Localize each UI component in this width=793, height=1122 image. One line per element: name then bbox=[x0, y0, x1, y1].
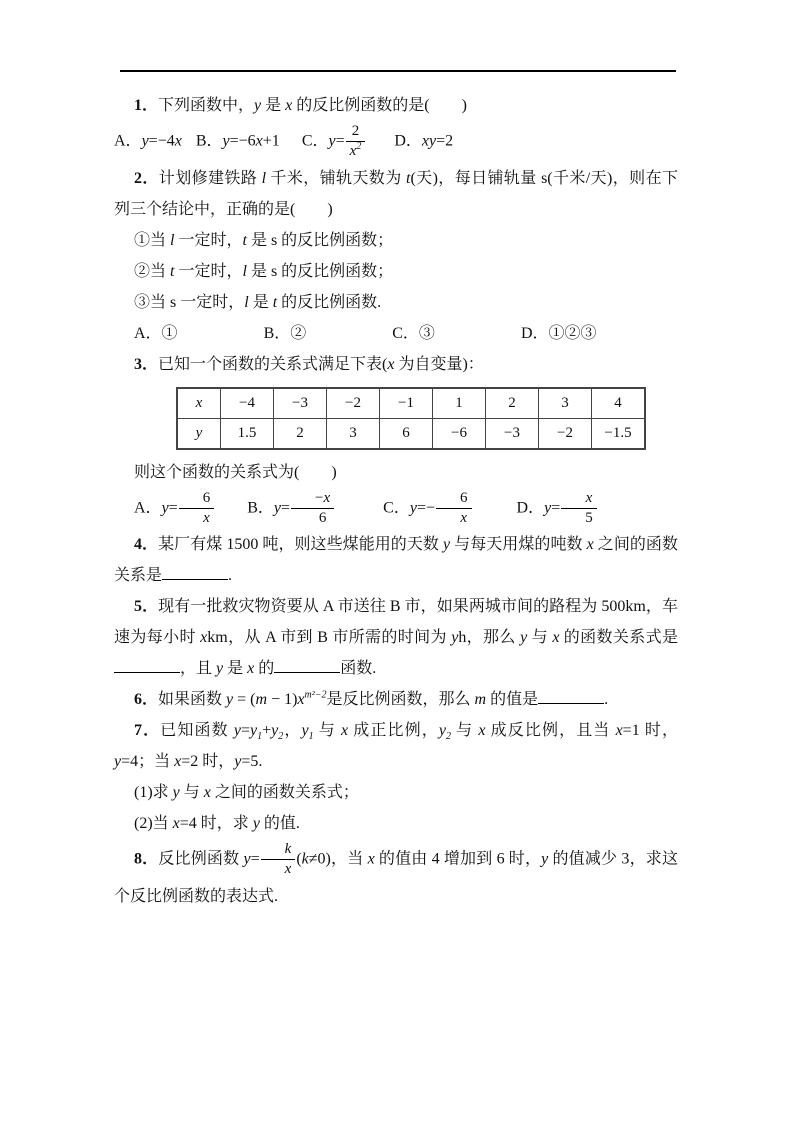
math-variable: x bbox=[247, 660, 255, 677]
math-variable: l bbox=[242, 262, 247, 280]
text-run: km，从 A 市到 B 市所需的时间为 bbox=[207, 629, 452, 646]
answer-blank bbox=[538, 689, 604, 704]
math-variable: y bbox=[226, 691, 234, 708]
text-run: 的反比例函数的是( ) bbox=[292, 97, 467, 114]
table-cell: 6 bbox=[380, 418, 433, 449]
text-run: 的值减少 3，求这个反比例函数的表达式. bbox=[114, 850, 678, 905]
text-run: 与 bbox=[313, 722, 341, 739]
math-variable: x bbox=[552, 629, 560, 646]
text-run: 是反比例函数，那么 bbox=[326, 691, 475, 708]
text-run: = bbox=[168, 498, 178, 516]
math-variable: $y_2$ bbox=[271, 722, 284, 743]
text-run: = bbox=[281, 498, 291, 516]
subscript: 2 bbox=[445, 731, 451, 743]
text-run: 的反比例函数. bbox=[277, 293, 382, 311]
text-run: 6 bbox=[202, 489, 211, 506]
math-variable: y bbox=[254, 97, 262, 114]
text-run: +1 bbox=[262, 132, 280, 150]
math-variable: y bbox=[141, 132, 149, 150]
text-run: 计划修建铁路 bbox=[158, 169, 262, 187]
text-run: 如果函数 bbox=[158, 691, 227, 708]
math-variable: k bbox=[301, 850, 309, 868]
table-header-cell: x bbox=[177, 388, 221, 419]
text-run: 的值是 bbox=[486, 691, 539, 708]
question-number: 4． bbox=[134, 536, 159, 553]
math-variable: x bbox=[203, 509, 210, 526]
math-variable: y bbox=[114, 753, 122, 770]
q1-options bbox=[114, 121, 678, 163]
text-run: D．①②③ bbox=[520, 324, 597, 342]
q2-item-2 bbox=[114, 256, 678, 287]
table-cell: 3 bbox=[539, 388, 592, 419]
math-variable: t bbox=[170, 262, 175, 280]
text-run: =4；当 bbox=[121, 753, 175, 770]
text-run: =5. bbox=[241, 753, 263, 770]
text-run: 一定时， bbox=[174, 231, 243, 249]
math-variable: t bbox=[406, 169, 411, 187]
math-variable: x bbox=[203, 784, 211, 801]
text-run: ( bbox=[296, 850, 302, 868]
text-run: = bbox=[240, 722, 251, 739]
fraction-denominator bbox=[436, 509, 472, 527]
math-variable: t bbox=[272, 293, 278, 311]
text-run: + bbox=[262, 722, 272, 739]
text-run: (1)求 bbox=[134, 784, 173, 801]
math-variable: y bbox=[451, 629, 459, 646]
math-variable: l bbox=[170, 231, 175, 249]
spacer bbox=[335, 511, 383, 512]
math-variable: l bbox=[261, 169, 267, 187]
math-variable: $y_1$ bbox=[301, 722, 314, 743]
math-variable: x bbox=[323, 489, 331, 506]
spacer bbox=[215, 511, 247, 512]
text-run: A． bbox=[114, 132, 142, 150]
text-run: 是 s 的反比例函数； bbox=[246, 231, 394, 249]
text-run: C．③ bbox=[392, 324, 435, 342]
text-run: 与每天用煤的吨数 bbox=[450, 536, 587, 553]
fraction-numerator bbox=[291, 490, 334, 509]
q6-stem bbox=[114, 684, 678, 715]
math-variable: x bbox=[367, 850, 375, 868]
math-variable: x bbox=[255, 132, 263, 150]
text-run: = bbox=[551, 498, 561, 516]
math-variable: x bbox=[460, 509, 468, 526]
text-run: 的值由 4 增加到 6 时， bbox=[374, 850, 542, 868]
spacer bbox=[178, 337, 264, 338]
math-variable: y bbox=[252, 815, 260, 832]
math-variable: y bbox=[273, 498, 281, 516]
fraction-denominator bbox=[261, 860, 296, 878]
text-run: =2 时， bbox=[181, 753, 235, 770]
text-run: A． bbox=[134, 498, 162, 516]
math-variable: y bbox=[234, 753, 242, 770]
math-variable: x bbox=[200, 629, 208, 646]
table-cell: 3 bbox=[327, 418, 380, 449]
text-run: =− bbox=[416, 498, 436, 516]
fraction-denominator bbox=[179, 509, 215, 527]
q3-options bbox=[114, 488, 678, 530]
math-variable: x bbox=[341, 722, 349, 739]
answer-blank bbox=[162, 565, 228, 580]
text-run: 5 bbox=[585, 509, 593, 526]
text-run: 现有一批救灾物资要从 A 市送往 B 市，如果两城市间的路程为 500km，车速为每小时 bbox=[114, 598, 678, 646]
q3-prompt bbox=[114, 457, 678, 488]
subscript: 2 bbox=[278, 731, 284, 743]
text-run: 为自变量)： bbox=[394, 355, 484, 373]
text-run: 成正比例， bbox=[348, 722, 439, 739]
fraction bbox=[561, 490, 597, 528]
table-header-cell: y bbox=[177, 418, 221, 449]
math-variable: y bbox=[233, 722, 241, 739]
fraction-numerator bbox=[261, 841, 296, 860]
text-run: =−4 bbox=[148, 132, 175, 150]
text-run: B． bbox=[195, 132, 223, 150]
text-run: 一定时， bbox=[174, 262, 243, 280]
text-run: 的函数关系式是 bbox=[559, 629, 678, 646]
text-run: 与 bbox=[527, 629, 553, 646]
math-variable: x bbox=[615, 722, 623, 739]
table-cell: −3 bbox=[486, 418, 539, 449]
q3-stem bbox=[114, 349, 678, 380]
math-variable: y bbox=[243, 850, 251, 868]
text-run: ，且 bbox=[180, 660, 217, 677]
answer-blank bbox=[274, 658, 340, 673]
math-variable: y bbox=[541, 850, 549, 868]
text-run: 6 bbox=[460, 489, 468, 506]
text-run: D． bbox=[394, 132, 422, 150]
text-run: 与 bbox=[450, 722, 479, 739]
q2-options bbox=[114, 318, 678, 349]
text-run: = bbox=[335, 132, 345, 150]
table-cell: −3 bbox=[274, 388, 327, 419]
fraction bbox=[436, 490, 472, 528]
math-variable: x bbox=[478, 722, 486, 739]
math-variable: x bbox=[172, 815, 180, 832]
math-variable: x bbox=[421, 132, 429, 150]
spacer bbox=[435, 337, 521, 338]
spacer bbox=[182, 144, 196, 145]
text-run: ②当 bbox=[134, 262, 171, 280]
fraction-numerator bbox=[436, 490, 472, 509]
fraction-numerator bbox=[346, 123, 366, 142]
question-number: 3． bbox=[134, 355, 159, 373]
fraction bbox=[346, 123, 366, 161]
subscript: 1 bbox=[308, 731, 314, 743]
q7-stem bbox=[114, 715, 678, 777]
q2-item-1 bbox=[114, 225, 678, 256]
spacer bbox=[366, 144, 394, 145]
math-variable: y bbox=[161, 498, 169, 516]
text-run: . bbox=[228, 567, 233, 584]
table-cell: 1 bbox=[433, 388, 486, 419]
top-rule-divider bbox=[120, 70, 676, 72]
text-run: − bbox=[315, 489, 324, 506]
text-run: = bbox=[250, 850, 260, 868]
text-run: =4 时，求 bbox=[179, 815, 253, 832]
table-cell: −1.5 bbox=[592, 418, 646, 449]
math-variable: m bbox=[255, 691, 268, 708]
text-run: 的 bbox=[254, 660, 275, 677]
text-run: 的值. bbox=[259, 815, 300, 832]
text-run: 已知一个函数的关系式满足下表( bbox=[158, 355, 388, 373]
text-run: 反比例函数 bbox=[158, 850, 244, 868]
math-variable: x bbox=[284, 861, 292, 878]
q7-part-1 bbox=[114, 777, 678, 808]
fraction bbox=[291, 490, 334, 528]
text-run: 是 s 的反比例函数； bbox=[246, 262, 394, 280]
text-run: 是 bbox=[248, 293, 273, 311]
math-variable: x bbox=[585, 489, 593, 506]
math-variable: y bbox=[520, 629, 528, 646]
text-run: 某厂有煤 1500 吨，则这些煤能用的天数 bbox=[158, 536, 443, 553]
math-variable: $x^{m^2-2}$ bbox=[297, 689, 327, 708]
fraction bbox=[261, 841, 296, 879]
spacer bbox=[280, 144, 302, 145]
text-run: 已知函数 bbox=[160, 722, 234, 739]
text-run: 函数. bbox=[340, 660, 377, 677]
math-variable: y bbox=[443, 536, 451, 553]
math-variable: x bbox=[586, 536, 594, 553]
q7-part-2 bbox=[114, 808, 678, 839]
math-variable: x bbox=[174, 753, 182, 770]
math-variable: x bbox=[174, 132, 182, 150]
text-run: ①当 bbox=[134, 231, 171, 249]
q8-stem bbox=[114, 839, 678, 912]
table-cell: −2 bbox=[539, 418, 592, 449]
text-run: A．① bbox=[134, 324, 178, 342]
text-run: C． bbox=[301, 132, 329, 150]
table-cell: −2 bbox=[327, 388, 380, 419]
table-cell: 1.5 bbox=[221, 418, 274, 449]
table-cell: 4 bbox=[592, 388, 646, 419]
text-run: =1 时， bbox=[622, 722, 678, 739]
q1-stem bbox=[114, 90, 678, 121]
fraction-denominator bbox=[346, 142, 366, 160]
math-variable: $y_1$ bbox=[250, 722, 263, 743]
q2-stem bbox=[114, 163, 678, 225]
table-row bbox=[177, 418, 645, 449]
question-number: 8． bbox=[134, 850, 159, 868]
spacer bbox=[473, 511, 517, 512]
text-run: 千米，铺轨天数为 bbox=[266, 169, 406, 187]
subscript: 1 bbox=[257, 731, 263, 743]
math-variable: y bbox=[172, 784, 180, 801]
text-run: 6 bbox=[318, 509, 327, 526]
text-run: 是 bbox=[261, 97, 286, 114]
text-run: ， bbox=[283, 722, 302, 739]
text-run: C． bbox=[383, 498, 410, 516]
math-variable: y bbox=[216, 660, 224, 677]
text-run: =−6 bbox=[229, 132, 256, 150]
q2-item-3 bbox=[114, 287, 678, 318]
math-variable: $y_2$ bbox=[438, 722, 451, 743]
text-run: (2)当 bbox=[134, 815, 173, 832]
math-variable: x bbox=[387, 355, 395, 373]
text-run: 成反比例，且当 bbox=[485, 722, 616, 739]
text-run: 则这个函数的关系式为( ) bbox=[134, 463, 337, 481]
text-run: 之间的函数关系是 bbox=[114, 536, 678, 584]
table-cell: −6 bbox=[433, 418, 486, 449]
fraction-numerator bbox=[561, 490, 597, 509]
text-run: h，那么 bbox=[458, 629, 521, 646]
q4-stem bbox=[114, 529, 678, 591]
math-variable: t bbox=[242, 231, 247, 249]
text-run: B． bbox=[247, 498, 274, 516]
math-variable: y bbox=[222, 132, 230, 150]
math-variable: k bbox=[284, 841, 292, 857]
fraction bbox=[179, 490, 215, 528]
question-number: 6． bbox=[134, 691, 159, 708]
text-run: D． bbox=[516, 498, 545, 516]
text-run: 2 bbox=[351, 123, 360, 139]
text-run: (天)，每日铺轨量 s(千米/天)，则在下列三个结论中，正确的是( ) bbox=[114, 169, 678, 218]
math-variable: x bbox=[285, 97, 293, 114]
text-run: ③当 s 一定时， bbox=[134, 293, 245, 311]
content bbox=[114, 90, 678, 912]
question-number: 7． bbox=[134, 722, 161, 739]
math-variable: $x^2$ bbox=[349, 141, 362, 160]
question-number: 5． bbox=[134, 598, 159, 615]
table-cell: 2 bbox=[486, 388, 539, 419]
text-run: = ( bbox=[233, 691, 256, 708]
q5-stem bbox=[114, 591, 678, 684]
spacer bbox=[306, 337, 392, 338]
math-variable: m bbox=[474, 691, 487, 708]
text-run: 与 bbox=[179, 784, 204, 801]
question-number: 1． bbox=[134, 97, 159, 114]
text-run: B．② bbox=[263, 324, 307, 342]
math-variable: y bbox=[544, 498, 552, 516]
math-variable: y bbox=[409, 498, 417, 516]
math-variable: y bbox=[328, 132, 336, 150]
fraction-denominator bbox=[561, 509, 597, 527]
text-run: . bbox=[604, 691, 609, 708]
superscript: 2 bbox=[356, 141, 362, 153]
fraction-denominator bbox=[291, 509, 334, 527]
math-variable: l bbox=[244, 293, 249, 311]
text-run: 是 bbox=[223, 660, 248, 677]
text-run: − 1) bbox=[267, 691, 298, 708]
text-run: ≠0)，当 bbox=[308, 850, 368, 868]
question-number: 2． bbox=[134, 169, 159, 187]
superscript: m²−2 bbox=[304, 689, 327, 701]
table-cell: −1 bbox=[380, 388, 433, 419]
text-run: 之间的函数关系式； bbox=[210, 784, 359, 801]
math-variable: y bbox=[428, 132, 437, 150]
table-cell: −4 bbox=[221, 388, 274, 419]
text-run: =2 bbox=[436, 132, 454, 150]
table-row bbox=[177, 388, 645, 419]
fraction-numerator bbox=[179, 490, 215, 509]
q3-table bbox=[176, 387, 646, 450]
text-run: 下列函数中， bbox=[158, 97, 255, 114]
answer-blank bbox=[114, 658, 180, 673]
table-cell: 2 bbox=[274, 418, 327, 449]
